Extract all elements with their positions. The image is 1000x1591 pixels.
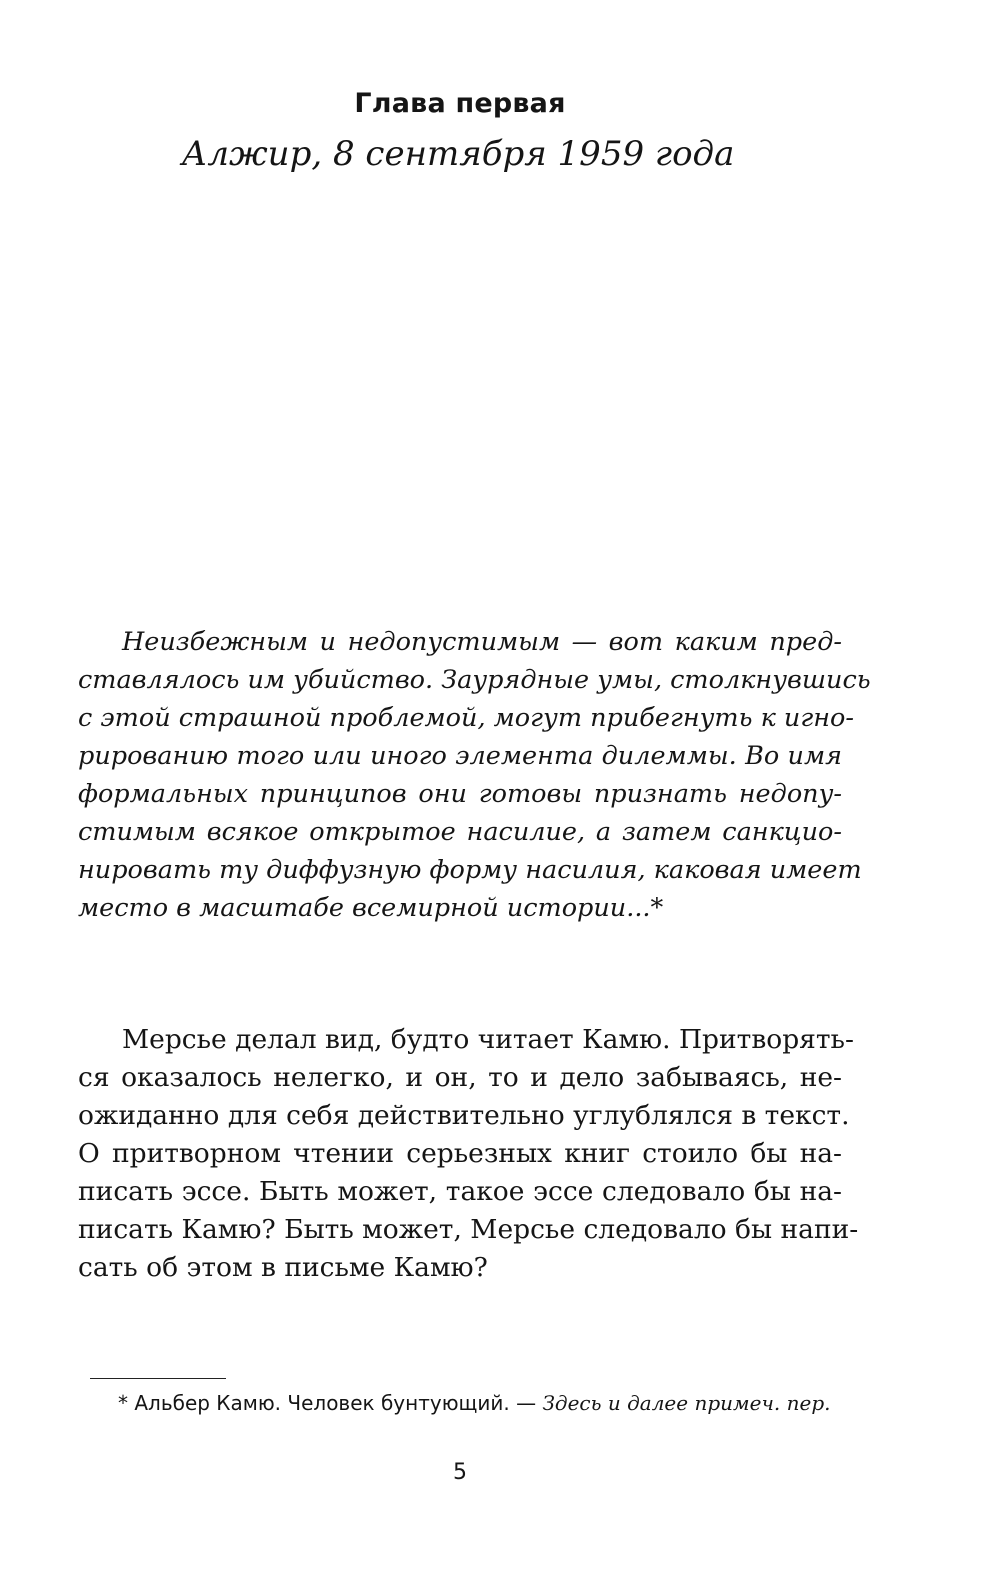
- epigraph-line: нировать ту диффузную форму насилия, каковая имеет: [78, 855, 862, 885]
- body-line: ожиданно для себя действительно углублялся в текст.: [78, 1100, 850, 1131]
- epigraph-line: формальных принципов они готовы признать недопу-: [78, 779, 842, 809]
- body-line: сать об этом в письме Камю?: [78, 1252, 488, 1283]
- epigraph-line: с этой страшной проблемой, могут прибегнуть к игно-: [78, 703, 855, 733]
- body-line: О притворном чтении серьезных книг стоило бы на-: [78, 1138, 842, 1169]
- footnote-italic-text: Здесь и далее примеч. пер.: [542, 1391, 831, 1415]
- body-line: писать Камю? Быть может, Мерсье следовало бы напи-: [78, 1214, 859, 1245]
- footnote-text: Альбер Камю. Человек бунтующий. —: [134, 1391, 537, 1415]
- epigraph-line: ставлялось им убийство. Заурядные умы, столкнувшись: [78, 665, 871, 695]
- epigraph-line: стимым всякое открытое насилие, а затем санкцио-: [78, 817, 842, 847]
- footnote: [118, 1390, 842, 1416]
- chapter-place-date: Алжир, 8 сентября 1959 года: [181, 134, 735, 174]
- epigraph-line: место в масштабе всемирной истории...*: [78, 893, 664, 923]
- footnote-divider: [90, 1378, 226, 1379]
- body-line: писать эссе. Быть может, такое эссе следовало бы на-: [78, 1176, 842, 1207]
- body-line: ся оказалось нелегко, и он, то и дело забываясь, не-: [78, 1062, 842, 1093]
- chapter-title: Глава первая: [354, 88, 566, 119]
- body-line: Мерсье делал вид, будто читает Камю. Притворять-: [122, 1024, 854, 1055]
- page-number: 5: [453, 1460, 467, 1485]
- epigraph-line: Неизбежным и недопустимым — вот каким пред-: [122, 627, 842, 657]
- epigraph-line: рированию того или иного элемента дилеммы. Во имя: [78, 741, 842, 771]
- footnote-marker: *: [118, 1391, 128, 1415]
